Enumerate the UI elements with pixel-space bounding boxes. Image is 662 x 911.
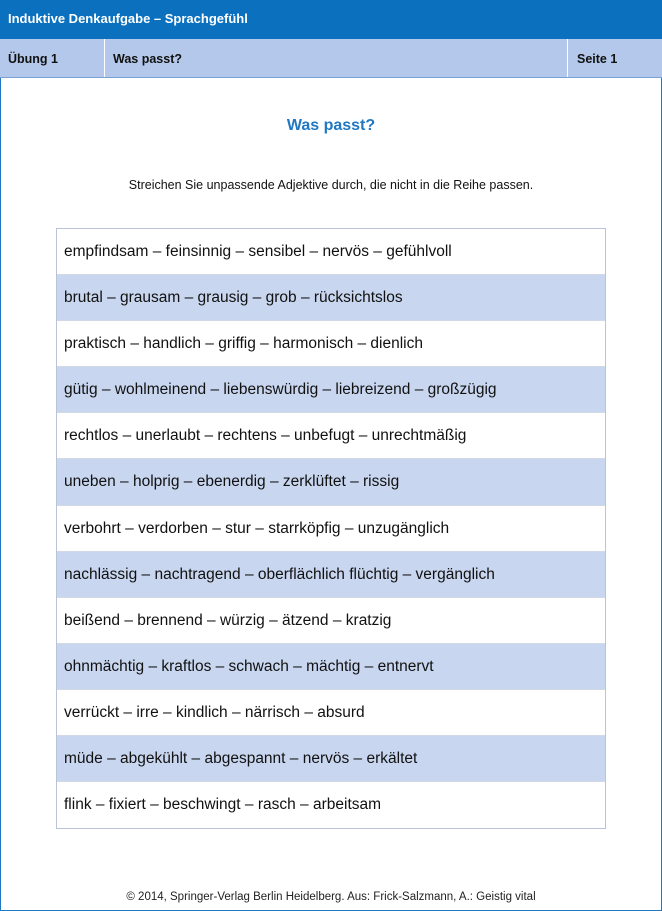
list-item: verrückt – irre – kindlich – närrisch – absurd xyxy=(57,690,605,736)
instruction-text: Streichen Sie unpassende Adjektive durch, die nicht in die Reihe passen. xyxy=(128,178,534,192)
exercise-label: Übung 1 xyxy=(8,52,58,66)
topic-label: Was passt? xyxy=(104,39,568,77)
footer-copyright: © 2014, Springer-Verlag Berlin Heidelberg. Aus: Frick-Salzmann, A.: Geistig vital xyxy=(126,891,536,903)
list-item: müde – abgekühlt – abgespannt – nervös – erkältet xyxy=(57,736,605,782)
header-title: Induktive Denkaufgabe – Sprachgefühl xyxy=(8,11,248,26)
subheader-bar xyxy=(0,39,662,78)
page-label: Seite 1 xyxy=(577,52,618,66)
list-item: beißend – brennend – würzig – ätzend – kratzig xyxy=(57,598,605,644)
list-item: flink – fixiert – beschwingt – rasch – arbeitsam xyxy=(64,796,382,814)
page-title: Was passt? xyxy=(286,117,376,134)
list-item: praktisch – handlich – griffig – harmonisch – dienlich xyxy=(57,321,605,367)
list-item: ohnmächtig – kraftlos – schwach – mächtig – entnervt xyxy=(57,644,605,690)
list-item: nachlässig – nachtragend – oberflächlich flüchtig – vergänglich xyxy=(57,552,605,598)
header-bar xyxy=(0,0,662,39)
list-item: brutal – grausam – grausig – grob – rücksichtslos xyxy=(57,275,605,321)
list-item: uneben – holprig – ebenerdig – zerklüftet – rissig xyxy=(57,459,605,505)
list-item: gütig – wohlmeinend – liebenswürdig – liebreizend – großzügig xyxy=(57,367,605,413)
list-item: rechtlos – unerlaubt – rechtens – unbefugt – unrechtmäßig xyxy=(57,413,605,459)
word-list xyxy=(56,228,606,829)
list-item: empfindsam – feinsinnig – sensibel – nervös – gefühlvoll xyxy=(57,229,605,275)
list-item: verbohrt – verdorben – stur – starrköpfig – unzugänglich xyxy=(57,506,605,552)
